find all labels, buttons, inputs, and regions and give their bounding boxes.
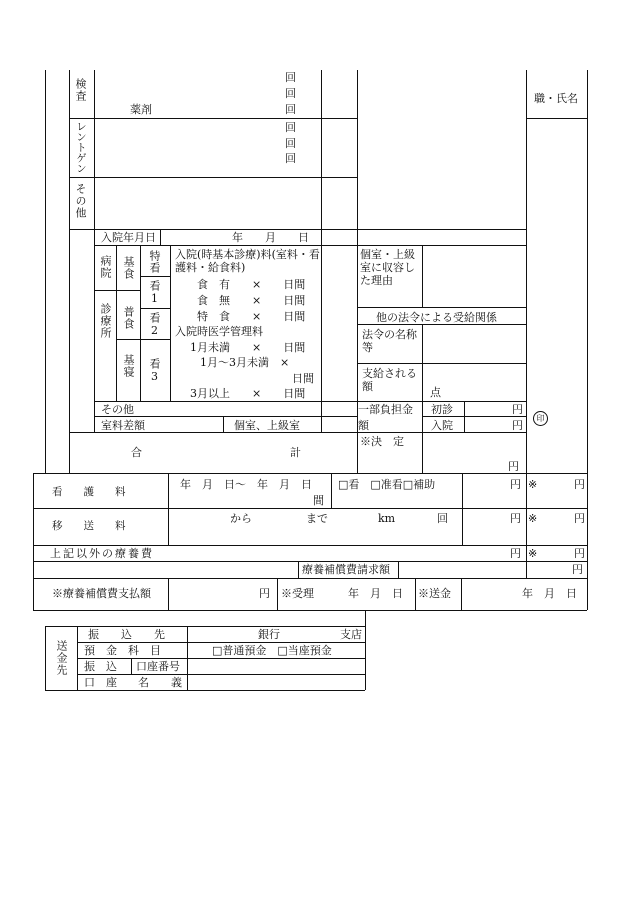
juri-label: ※受理 (281, 587, 314, 600)
ichibu-label-a: 一部負担金 (358, 403, 413, 416)
fee-row-3: 特 食 × 日間 (197, 310, 306, 323)
shinryo-label: 診療所 (99, 303, 112, 339)
nyuin-date-label: 入院年月日 (101, 231, 156, 244)
ichibu-label-b: 額 (358, 419, 369, 432)
kango-ast: ※ (528, 478, 538, 491)
kango-label: 看 護 料 (52, 486, 126, 498)
furikomi-saki-label: 振 込 先 (88, 628, 165, 641)
yen-kettei: 円 (508, 460, 519, 473)
seikyu-yen: 円 (572, 563, 583, 576)
rentogen-kai-2: 回 (285, 137, 296, 150)
kango-checks: □看 □准看□補助 (338, 478, 436, 491)
koza-label: 口 座 (84, 676, 117, 689)
byoin-label: 病院 (99, 255, 112, 279)
goukei-b: 計 (290, 446, 301, 459)
kan1-label: 看1 (148, 280, 161, 306)
other-fee-label: 上記以外の療養費 (50, 547, 154, 560)
ten-label: 点 (430, 386, 441, 399)
drug-label: 薬剤 (130, 103, 152, 116)
shokumei-label: 職・氏名 (534, 92, 578, 105)
shiharai-label: ※療養補償費支払額 (52, 587, 151, 600)
kango-yen: 円 (510, 478, 521, 491)
isou-kara: から (230, 512, 252, 525)
mgmt-row-2b: 日間 (292, 372, 314, 385)
kango-kan: 間 (313, 494, 324, 507)
sonota-label: その他 (101, 403, 134, 416)
yokin-label: 預 金 科 目 (84, 644, 161, 657)
isou-made: まで (306, 512, 328, 525)
tokukan-label: 特看 (148, 250, 161, 274)
kensa-kai-2: 回 (285, 87, 296, 100)
kettei-label: ※決 定 (360, 435, 404, 448)
koza-bango-label: 口座番号 (136, 660, 180, 673)
yokin-options[interactable]: □普通預金 □当座預金 (212, 644, 332, 657)
isou-km: km (378, 512, 396, 525)
fee-row-1: 食 有 × 日間 (197, 278, 306, 291)
ginko-label: 銀行 (258, 628, 280, 641)
rentogen-kai-1: 回 (285, 121, 296, 134)
seal-stamp: 印 (533, 411, 548, 426)
koshitsu-reason: 個室・上級室に収容した理由 (360, 248, 415, 287)
shiten-label: 支店 (340, 628, 362, 641)
seikyu-label: 療養補償費請求額 (302, 563, 390, 576)
kensa-kai-1: 回 (285, 71, 296, 84)
other-fee-ast: ※ (528, 547, 538, 560)
sokin-label: ※送金 (418, 587, 451, 600)
mgmt-label: 入院時医学管理料 (175, 325, 263, 338)
mgmt-row-1: 1月未満 × 日間 (190, 341, 306, 354)
sokin-saki-label: 送金先 (55, 640, 68, 676)
furikomi-label: 振 込 (84, 660, 117, 673)
fee-title: 入院(時基本診療)料(室料・看護料・給食料) (175, 248, 320, 274)
sonota-top-label: その他 (74, 183, 87, 219)
hourei-label: 法令の名称等 (362, 328, 417, 354)
isou-label: 移 送 料 (52, 520, 126, 532)
juri-date: 年 月 日 (348, 587, 403, 600)
other-fee-yen: 円 (510, 547, 521, 560)
kan2-label: 看2 (148, 312, 161, 338)
futsu-label: 普食 (122, 306, 135, 330)
nyuin-date-value: 年 月 日 (232, 231, 309, 244)
hoka-label: 他の法令による受給関係 (376, 311, 497, 324)
isou-ast: ※ (528, 512, 538, 525)
mgmt-row-2: 1月～3月未満 × (200, 356, 290, 369)
kijun-label: 基食 (122, 256, 135, 280)
kango-yen2: 円 (574, 478, 585, 491)
rentogen-kai-3: 回 (285, 152, 296, 165)
other-fee-yen2: 円 (574, 547, 585, 560)
fee-row-2: 食 無 × 日間 (197, 294, 306, 307)
mgmt-row-3: 3月以上 × 日間 (190, 387, 306, 400)
isou-kai: 回 (437, 512, 448, 525)
meigi-label: 名 義 (138, 676, 182, 689)
goukei-a: 合 (131, 446, 142, 459)
isou-yen: 円 (510, 512, 521, 525)
kan3-label: 看3 (148, 358, 161, 384)
kensa-label: 検査 (74, 78, 87, 102)
yen-nyuin: 円 (512, 419, 523, 432)
shikyu-label: 支給される額 (362, 367, 417, 393)
yen-shoshin: 円 (512, 403, 523, 416)
kensa-kai-3: 回 (285, 103, 296, 116)
shitsuryo-label: 室料差額 (101, 419, 145, 432)
koshitsu-label: 個室、上級室 (234, 419, 300, 432)
kango-dates: 年 月 日～ 年 月 日 (180, 478, 312, 491)
rentogen-label: レントゲン (75, 121, 87, 174)
shoshin-label: 初診 (431, 403, 453, 416)
isou-yen2: 円 (574, 512, 585, 525)
kishin-label: 基寝 (122, 354, 135, 378)
shiharai-yen: 円 (259, 587, 270, 600)
nyuin-label: 入院 (431, 419, 453, 432)
sokin-date: 年 月 日 (522, 587, 577, 600)
